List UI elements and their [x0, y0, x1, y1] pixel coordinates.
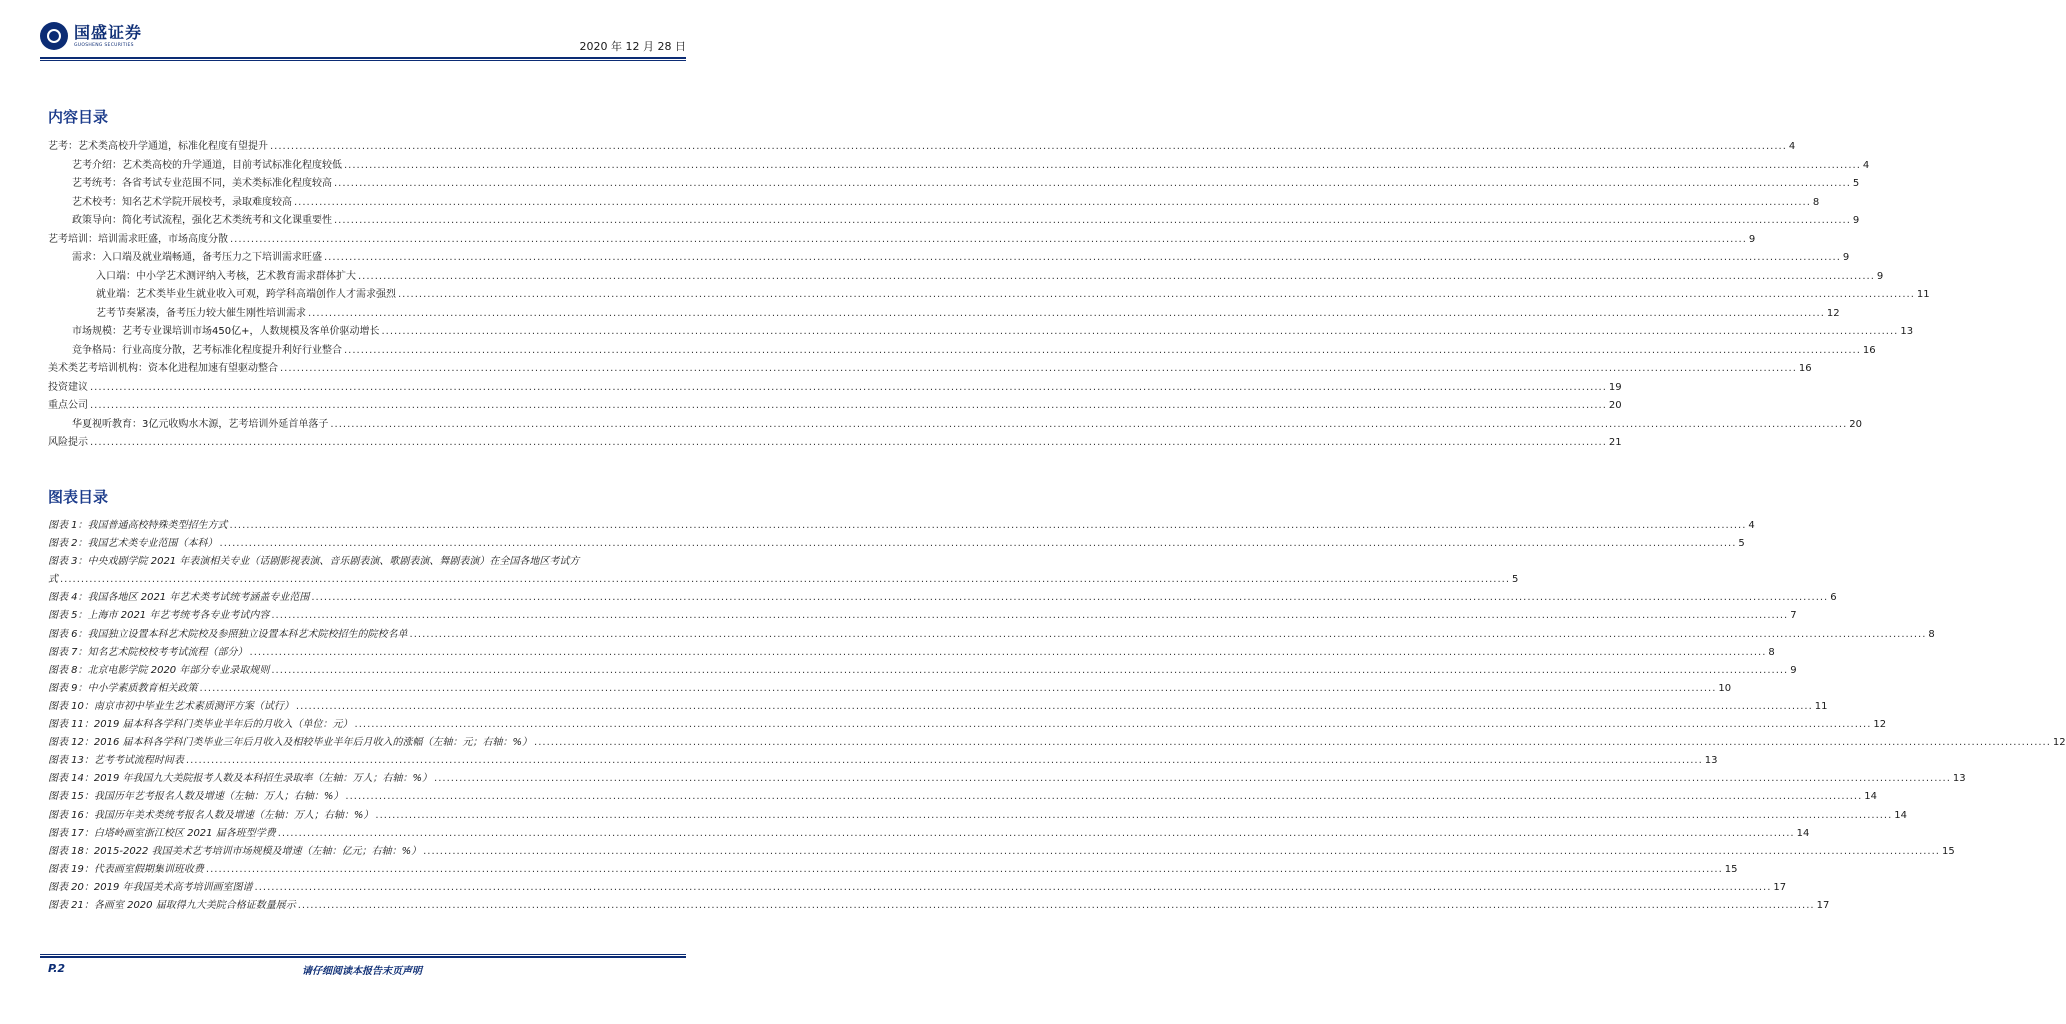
figure-leader	[230, 517, 1747, 535]
logo-name-en: GUOSHENG SECURITIES	[74, 42, 134, 48]
figure-leader	[255, 879, 1772, 897]
figure-entry-title: 图表 16：我国历年美术类统考报名人数及增速（左轴：万人；右轴：%）	[48, 809, 374, 821]
figure-entry-title: 图表 8：北京电影学院 2020 年部分专业录取规则	[48, 664, 270, 676]
figure-leader: ...........................................................................................................................................................................................................................................................................................................................................................	[60, 574, 1511, 586]
figure-entry[interactable]	[48, 716, 1887, 734]
toc-entry-title: 艺考介绍：艺术类高校的升学通道，目前考试标准化程度较低	[72, 159, 342, 171]
toc-entry-title: 投资建议	[48, 381, 88, 393]
figure-entry-title: 图表 12：2016 届本科各学科门类毕业三年后月收入及相较毕业半年后月收入的涨幅（左轴：元；右轴：%）	[48, 737, 533, 749]
logo-icon	[40, 22, 68, 50]
figure-leader	[298, 897, 1815, 915]
footer-rule	[40, 956, 686, 958]
figure-entry-title: 图表 4：我国各地区 2021 年艺术类考试统考涵盖专业范围	[48, 592, 310, 604]
figure-entry[interactable]	[48, 680, 1732, 698]
toc-entry-title: 政策导向：简化考试流程，强化艺术类统考和文化课重要性	[72, 215, 332, 226]
toc-entry-page: 9	[1748, 233, 1756, 245]
figure-entry[interactable]	[48, 626, 1935, 644]
toc-leader	[294, 194, 1811, 213]
toc-entry-title: 艺考培训：培训需求旺盛，市场高度分散	[48, 233, 228, 245]
toc-entry-title: 美术类艺考培训机构：资本化进程加速有望驱动整合	[48, 363, 278, 374]
toc-entry[interactable]	[48, 138, 1796, 157]
figure-entry-page: 9	[1790, 664, 1797, 676]
toc-entry-title: 艺考：艺术类高校升学通道，标准化程度有望提升	[48, 141, 268, 152]
toc-entry-title: 重点公司	[48, 400, 88, 411]
figure-leader	[311, 589, 1828, 607]
figure-entry-page: 17	[1816, 899, 1830, 911]
toc-entry-title: 风险提示	[48, 437, 88, 448]
figure-entry-title: 图表 10：南京市初中毕业生艺术素质测评方案（试行）	[48, 700, 294, 712]
figure-entry-page: 17	[1773, 881, 1787, 893]
toc-entry[interactable]	[48, 249, 1850, 268]
figure-entry-title: 图表 2：我国艺术类专业范围（本科）	[48, 538, 218, 550]
figure-entry-page: 5	[1738, 538, 1745, 550]
figure-entry-title: 图表 6：我国独立设置本科艺术院校及参照独立设置本科艺术院校招生的院校名单	[48, 628, 408, 640]
figure-leader	[534, 734, 2051, 752]
figure-entry[interactable]	[48, 770, 1966, 788]
figure-entry-title: 图表 13：艺考考试流程时间表	[48, 755, 184, 767]
figure-entry[interactable]	[48, 517, 1755, 535]
contents-title: 内容目录	[48, 108, 109, 126]
figure-entry[interactable]	[48, 788, 1878, 806]
figure-entry-title: 图表 11：2019 届本科各学科门类毕业半年后的月收入（单位：元）	[48, 719, 353, 731]
toc-entry-page: 8	[1812, 196, 1820, 208]
disclaimer-note: 请仔细阅读本报告末页声明	[302, 966, 422, 977]
toc-entry[interactable]	[48, 379, 1622, 398]
toc-leader	[358, 268, 1875, 287]
toc-entry[interactable]	[48, 342, 1876, 361]
toc-entry[interactable]	[48, 157, 1870, 176]
figure-entry-page: 8	[1768, 646, 1775, 658]
figure-entry[interactable]	[48, 861, 1738, 879]
toc-entry[interactable]	[48, 286, 1930, 305]
page-number: P.2	[48, 962, 66, 975]
toc-entry-page: 13	[1900, 326, 1914, 337]
toc-entry[interactable]	[48, 305, 1840, 324]
figure-entry-page: 14	[1796, 827, 1810, 839]
logo-name-cn: 国盛证券	[74, 22, 143, 42]
toc-entry-title: 艺考统考：各省考试专业范围不同，美术类标准化程度较高	[72, 178, 332, 189]
figure-entry-title: 图表 15：我国历年艺考报名人数及增速（左轴：万人；右轴：%）	[48, 791, 344, 803]
figure-leader	[186, 752, 1703, 770]
figures-list	[48, 517, 2066, 915]
toc-entry-page: 16	[1798, 363, 1812, 374]
toc-entry-page: 4	[1788, 141, 1796, 152]
toc-entry[interactable]	[48, 194, 1820, 213]
figure-entry-title-cont: 式	[48, 574, 58, 586]
figure-entry-page: 15	[1724, 863, 1738, 875]
figure-entry-page: 12	[1873, 719, 1887, 731]
figure-leader	[410, 626, 1927, 644]
figure-leader	[206, 861, 1723, 879]
toc-entry-page: 4	[1862, 159, 1870, 171]
figure-entry-page: 5	[1512, 574, 1519, 586]
figure-leader	[345, 788, 1862, 806]
figure-entry[interactable]	[48, 825, 1810, 843]
toc-entry[interactable]	[48, 212, 1860, 231]
toc-leader	[90, 434, 1607, 453]
figure-entry-title: 图表 7：知名艺术院校校考考试流程（部分）	[48, 646, 248, 658]
figure-entry-title: 图表 3：中央戏剧学院 2021 年表演相关专业（话剧影视表演、音乐剧表演、歌剧表演、舞剧表演）在全国各地区考试方	[48, 556, 580, 568]
figure-leader	[278, 825, 1795, 843]
footer-rule-thin	[40, 954, 686, 955]
toc-entry[interactable]	[48, 231, 1756, 250]
toc-entry-page: 9	[1852, 215, 1860, 226]
report-date: 2020 年 12 月 28 日	[579, 40, 686, 53]
page-header	[40, 14, 686, 60]
toc-entry[interactable]	[48, 434, 1622, 453]
figure-entry-title: 图表 19：代表画室假期集训班收费	[48, 863, 204, 875]
toc-leader	[330, 416, 1847, 435]
figure-leader	[375, 807, 1892, 825]
figure-entry-title: 图表 17：白塔岭画室浙江校区 2021 届各班型学费	[48, 827, 276, 839]
toc-leader	[344, 157, 1861, 176]
toc-entry-title: 就业端：艺术类毕业生就业收入可观，跨学科高端创作人才需求强烈	[96, 289, 396, 300]
toc-entry-title: 竞争格局：行业高度分散，艺考标准化程度提升利好行业整合	[72, 344, 342, 356]
toc-entry-title: 需求：入口端及就业端畅通，备考压力之下培训需求旺盛	[72, 252, 322, 263]
figure-leader	[200, 680, 1717, 698]
toc-entry[interactable]	[48, 175, 1860, 194]
figure-leader	[271, 662, 1788, 680]
toc-leader	[344, 342, 1861, 361]
toc-entry-page: 9	[1842, 252, 1850, 263]
figure-leader	[250, 644, 1767, 662]
figure-entry[interactable]	[48, 644, 1775, 662]
header-rule	[40, 57, 686, 59]
toc-leader	[334, 212, 1851, 231]
figure-entry-page: 12	[2052, 737, 2066, 749]
figure-entry-page: 4	[1748, 520, 1755, 531]
toc-entry-title: 艺术校考：知名艺术学院开展校考，录取难度较高	[72, 196, 292, 208]
toc-entry-page: 20	[1849, 418, 1862, 430]
figure-entry-title: 图表 14：2019 年我国九大美院报考人数及本科招生录取率（左轴：万人；右轴：%）	[48, 773, 433, 785]
figure-entry[interactable]	[48, 897, 1830, 915]
toc-entry-page: 5	[1852, 178, 1860, 189]
toc-entry-page: 9	[1876, 270, 1884, 282]
company-logo	[40, 22, 142, 50]
toc-entry-title: 入口端：中小学艺术测评纳入考核，艺术教育需求群体扩大	[96, 270, 356, 282]
toc-entry[interactable]	[48, 416, 1862, 435]
toc-entry[interactable]	[48, 323, 1914, 342]
figure-entry-page: 13	[1952, 773, 1966, 785]
toc-entry-page: 20	[1608, 400, 1622, 411]
figure-leader	[434, 770, 1951, 788]
header-rule-thin	[40, 60, 686, 61]
figure-entry-page: 13	[1704, 755, 1718, 767]
toc-entry[interactable]	[48, 397, 1622, 416]
toc-entry-page: 19	[1608, 381, 1622, 393]
toc-entry-page: 11	[1916, 289, 1930, 300]
figure-entry-title: 图表 20：2019 年我国美术高考培训画室图谱	[48, 881, 253, 893]
figures-title: 图表目录	[48, 488, 109, 506]
figure-entry-page: 8	[1928, 628, 1935, 640]
figure-leader	[355, 716, 1872, 734]
toc-leader	[270, 138, 1787, 157]
figure-leader	[271, 607, 1788, 625]
toc-entry-title: 艺考节奏紧凑，备考压力较大催生刚性培训需求	[96, 307, 306, 319]
toc-leader	[280, 360, 1797, 379]
toc-entry-title: 市场规模：艺考专业课培训市场450亿+，人数规模及客单价驱动增长	[72, 326, 380, 337]
toc-entry-page: 16	[1862, 344, 1876, 356]
figure-entry-page: 11	[1814, 700, 1828, 712]
figure-entry-page: 15	[1941, 845, 1955, 857]
figure-leader	[296, 698, 1813, 716]
toc-entry[interactable]	[48, 268, 1884, 287]
toc-leader	[324, 249, 1841, 268]
figure-entry[interactable]	[48, 662, 1797, 680]
toc-leader	[230, 231, 1747, 250]
figure-entry-page: 10	[1718, 682, 1732, 694]
figure-entry[interactable]	[48, 734, 2066, 752]
toc-entry-page: 21	[1608, 437, 1622, 448]
figure-entry-title: 图表 21：各画室 2020 届取得九大美院合格证数量展示	[48, 899, 296, 911]
figure-entry-title: 图表 1：我国普通高校特殊类型招生方式	[48, 520, 228, 531]
toc-entry[interactable]	[48, 360, 1812, 379]
toc-leader	[381, 323, 1898, 342]
toc-entry-title: 华夏视听教育：3亿元收购水木源，艺考培训外延首单落子	[72, 418, 329, 430]
figure-entry[interactable]	[48, 752, 1718, 770]
figure-entry[interactable]	[48, 807, 1908, 825]
toc-leader	[90, 397, 1607, 416]
contents-list	[48, 138, 1930, 453]
toc-leader	[334, 175, 1851, 194]
toc-entry-page: 12	[1826, 307, 1840, 319]
figure-entry-page: 6	[1830, 592, 1837, 604]
figure-entry[interactable]	[48, 879, 1787, 897]
figure-entry-title: 图表 5：上海市 2021 年艺考统考各专业考试内容	[48, 610, 270, 622]
figure-entry[interactable]	[48, 535, 1745, 553]
figure-entry-page: 7	[1790, 610, 1797, 622]
figure-entry[interactable]	[48, 607, 1797, 625]
figure-entry-title: 图表 9：中小学素质教育相关政策	[48, 682, 198, 694]
figure-leader	[423, 843, 1940, 861]
figure-entry[interactable]	[48, 698, 1828, 716]
figure-entry-page: 14	[1864, 791, 1878, 803]
toc-leader	[308, 305, 1825, 324]
figure-entry-title: 图表 18：2015-2022 我国美术艺考培训市场规模及增速（左轴：亿元；右轴：%）	[48, 845, 422, 857]
figure-entry[interactable]	[48, 589, 1837, 607]
toc-leader	[90, 379, 1607, 398]
toc-leader	[398, 286, 1915, 305]
figure-entry-page: 14	[1894, 809, 1908, 821]
figure-entry[interactable]	[48, 843, 1955, 861]
figure-leader	[220, 535, 1737, 553]
figure-entry[interactable]	[48, 553, 1519, 589]
